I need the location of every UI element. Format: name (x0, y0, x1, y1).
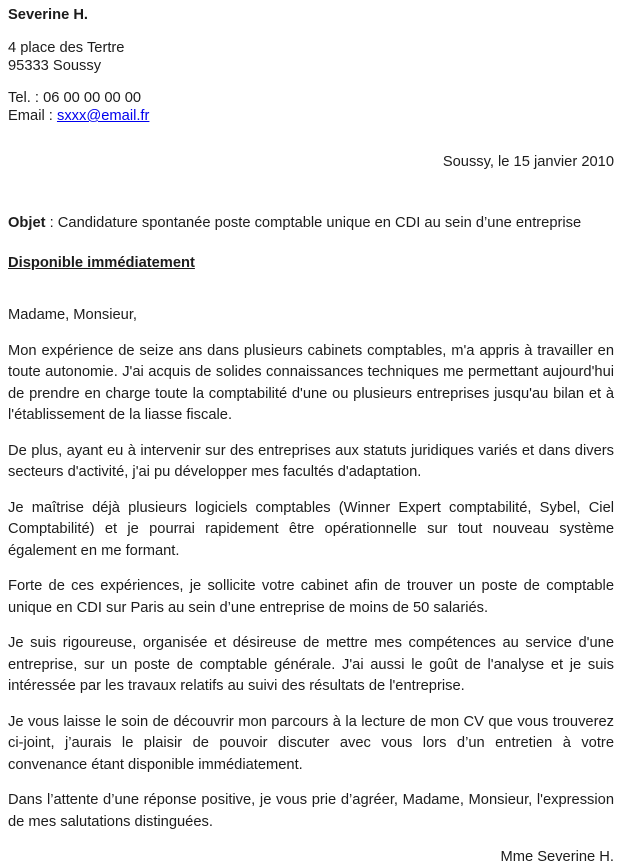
body-paragraph-3: Je maîtrise déjà plusieurs logiciels comptables (Winner Expert comptabilité, Sybel, Ciel Comptabilité) et je pourrai rapidement être opérationnelle sur tout nouveau système également en me formant. (8, 499, 614, 559)
sender-address-line2: 95333 Soussy (8, 58, 102, 74)
body-paragraph-7: Dans l’attente d’une réponse positive, je vous prie d’agréer, Madame, Monsieur, l'expression de mes salutations distinguées. (8, 792, 614, 830)
sender-contact (8, 89, 614, 125)
signature: Mme Severine H. (500, 849, 614, 864)
salutation: Madame, Monsieur, (8, 307, 137, 323)
availability-line: Disponible immédiatement (8, 255, 195, 271)
sender-phone: Tel. : 06 00 00 00 00 (8, 90, 142, 106)
sender-name: Severine H. (8, 7, 89, 23)
sender-block (8, 6, 614, 125)
body-paragraph-6: Je vous laisse le soin de découvrir mon parcours à la lecture de mon CV que vous trouverez ci-joint, j’aurais le plaisir de pouvoir discuter avec vous lors d’un entretien à votre convenance étant disponible immédiatement. (8, 713, 614, 773)
dateline: Soussy, le 15 janvier 2010 (442, 154, 614, 170)
sender-address-line1: 4 place des Tertre (8, 40, 125, 56)
subject-text: : Candidature spontanée poste comptable unique en CDI au sein d’une entreprise (45, 215, 582, 231)
body-paragraph-4: Forte de ces expériences, je sollicite votre cabinet afin de trouver un poste de comptable unique en CDI sur Paris au sein d’une entreprise de moins de 50 salariés. (8, 578, 614, 616)
subject-line (8, 213, 614, 233)
body-paragraph-2: De plus, ayant eu à intervenir sur des entreprises aux statuts juridiques variés et dans divers secteurs d'activité, j'ai pu développer mes facultés d'adaptation. (8, 442, 614, 480)
body-paragraph-1: Mon expérience de seize ans dans plusieurs cabinets comptables, m'a appris à travailler en toute autonomie. J'ai acquis de solides connaissances techniques me permettant aujourd'hui de prendre en charge toute la comptabilité d'une ou plusieurs entreprises jusqu'au bilan et à l'établissement de la liasse fiscale. (8, 342, 614, 423)
sender-address (8, 39, 614, 75)
body-paragraph-5: Je suis rigoureuse, organisée et désireuse de mettre mes compétences au service d'une entreprise, sur un poste de comptable générale. J'ai aussi le goût de l'analyse et je suis intéressée par les travaux relatifs au suivi des résultats de l'entreprise. (8, 635, 614, 694)
sender-email-label: Email : (8, 108, 57, 124)
subject-label: Objet (8, 215, 46, 231)
email-link[interactable]: sxxx@email.fr (56, 108, 150, 124)
